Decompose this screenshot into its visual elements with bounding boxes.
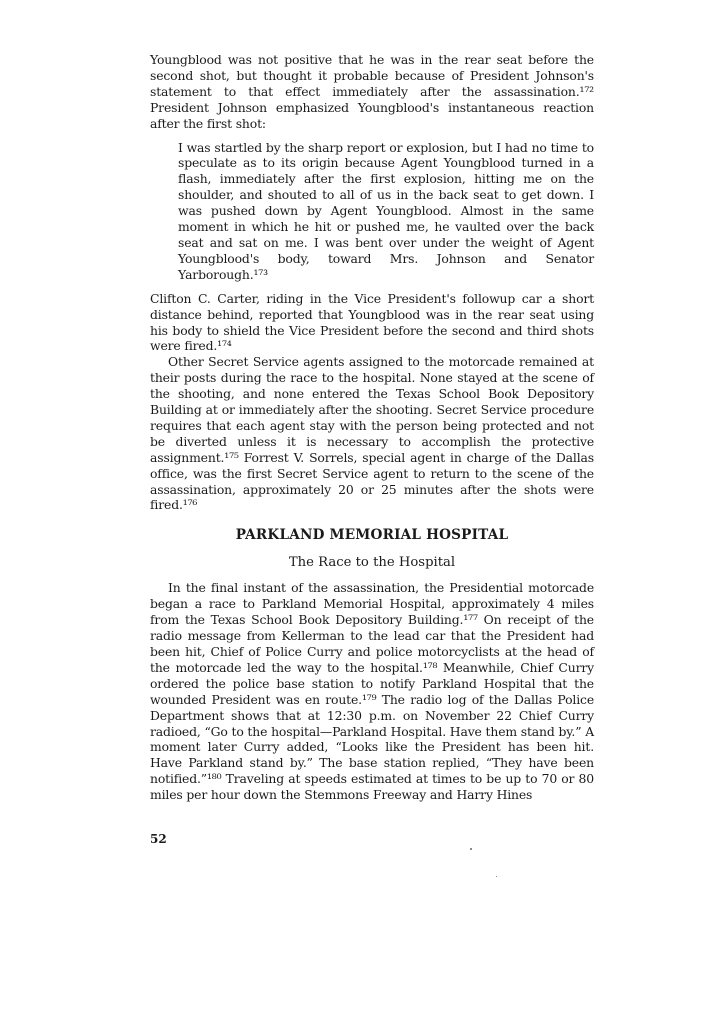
paragraph-secret-service: Other Secret Service agents assigned to the motorcade remained at their posts during the race to the hospital. None stayed at the scene of the shooting, and none entered the Texas School Book Depository Building at or immediately after the shooting. Secret Service procedure requires that each agent stay with the person being protected and not be diverted unless it is necessary to accomplish the protective assignment.¹⁷⁵ Forrest V. Sorrels, special agent in charge of the Dallas office, was the first Secret Service agent to return to the scene of the assassination, approximately 20 or 25 minutes after the shots were fired.¹⁷⁶ xyxy=(150,354,594,513)
johnson-quote: I was startled by the sharp report or explosion, but I had no time to speculate as to its origin because Agent Youngblood turned in a flash, immediately after the first explosion, hitting me on the shoulder, and shouted to all of us in the back seat to get down. I was pushed down by Agent Youngblood. Almost in the same moment in which he hit or pushed me, he vaulted over the back seat and sat on me. I was bent over under the weight of Agent Youngblood's body, toward Mrs. Johnson and Senator Yarborough.¹⁷³ xyxy=(178,139,594,282)
section-heading: PARKLAND MEMORIAL HOSPITAL xyxy=(235,527,509,544)
scan-speck xyxy=(496,876,497,877)
paragraph-carter: Clifton C. Carter, riding in the Vice President's followup car a short distance behind, reported that Youngblood was in the rear seat using his body to shield the Vice President before the second and third shots were fired.¹⁷⁴ xyxy=(150,290,594,354)
page-number: 52 xyxy=(150,832,167,846)
page-body xyxy=(150,52,594,803)
section-subheading: The Race to the Hospital xyxy=(288,555,456,571)
paragraph-youngblood: Youngblood was not positive that he was in the rear seat before the second shot, but thought it probable because of President Johnson's statement to that effect immediately after the assassination.¹⁷² President Johnson emphasized Youngblood's instantaneous reaction after the first shot: xyxy=(150,52,594,131)
scan-speck xyxy=(470,848,472,850)
paragraph-race-to-hospital: In the final instant of the assassination, the Presidential motorcade began a race to Parkland Memorial Hospital, approximately 4 miles from the Texas School Book Depository Building.¹⁷⁷ On receipt of the radio message from Kellerman to the lead car that the President had been hit, Chief of Police Curry and police motorcyclists at the head of the motorcade led the way to the hospital.¹⁷⁸ Meanwhile, Chief Curry ordered the police base station to notify Parkland Hospital that the wounded President was en route.¹⁷⁹ The radio log of the Dallas Police Department shows that at 12:30 p.m. on November 22 Chief Curry radioed, “Go to the hospital—Parkland Hospital. Have them stand by.” A moment later Curry added, “Looks like the President has been hit. Have Parkland stand by.” The base station replied, “They have been notified.”¹⁸⁰ Traveling at speeds estimated at times to be up to 70 or 80 miles per hour down the Stemmons Freeway and Harry Hines xyxy=(150,580,594,803)
